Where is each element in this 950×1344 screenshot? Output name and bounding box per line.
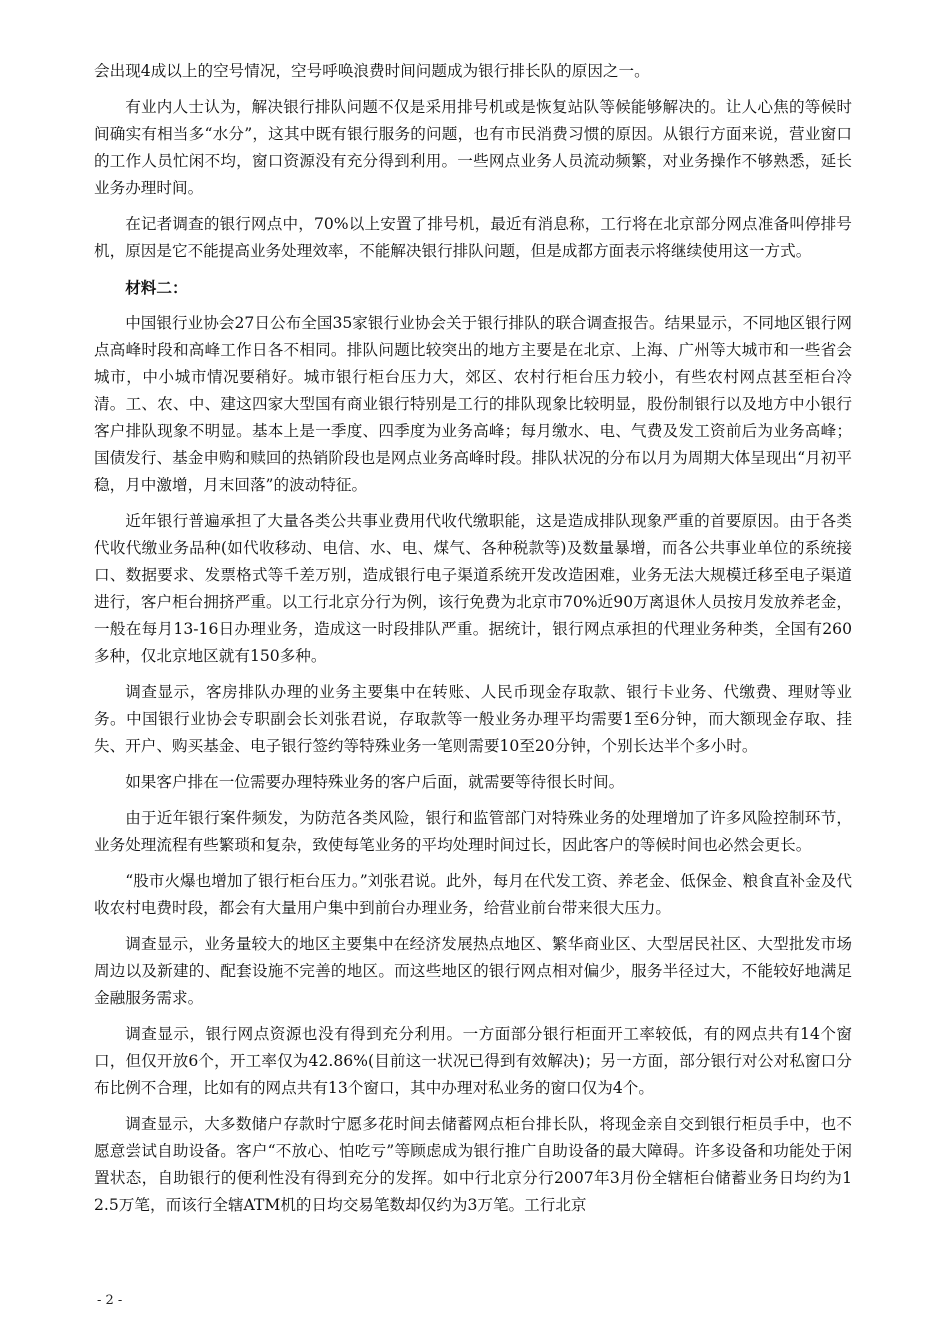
- paragraph-9: 由于近年银行案件频发，为防范各类风险，银行和监管部门对特殊业务的处理增加了许多风险控制环节，业务处理流程有些繁琐和复杂，致使每笔业务的平均处理时间过长，因此客户的等候时间也必然会更长。: [94, 809, 852, 854]
- paragraph-11: 调查显示，业务量较大的地区主要集中在经济发展热点地区、繁华商业区、大型居民社区、大型批发市场周边以及新建的、配套设施不完善的地区。而这些地区的银行网点相对偏少，服务半径过大，不能较好地满足金融服务需求。: [94, 935, 852, 1007]
- paragraph-10: “股市火爆也增加了银行柜台压力。”刘张君说。此外，每月在代发工资、养老金、低保金、粮食直补金及代收农村电费时段，都会有大量用户集中到前台办理业务，给营业前台带来很大压力。: [94, 872, 852, 917]
- document-page: [94, 58, 852, 1228]
- paragraph-1: 会出现4成以上的空号情况，空号呼唤浪费时间问题成为银行排长队的原因之一。: [94, 62, 650, 80]
- paragraph-7: 调查显示，客房排队办理的业务主要集中在转账、人民币现金存取款、银行卡业务、代缴费、理财等业务。中国银行业协会专职副会长刘张君说，存取款等一般业务办理平均需要1至6分钟，而大额现金存取、挂失、开户、购买基金、电子银行签约等特殊业务一笔则需要10至20分钟，个别长达半个多小时。: [94, 683, 852, 755]
- paragraph-8: 如果客户排在一位需要办理特殊业务的客户后面，就需要等待很长时间。: [125, 773, 625, 791]
- paragraph-3: 在记者调查的银行网点中，70%以上安置了排号机，最近有消息称，工行将在北京部分网点准备叫停排号机，原因是它不能提高业务处理效率，不能解决银行排队问题，但是成都方面表示将继续使用这一方式。: [94, 215, 852, 260]
- paragraph-5: 中国银行业协会27日公布全国35家银行业协会关于银行排队的联合调查报告。结果显示，不同地区银行网点高峰时段和高峰工作日各不相同。排队问题比较突出的地方主要是在北京、上海、广州等大城市和一些省会城市，中小城市情况要稍好。城市银行柜台压力大，郊区、农村行柜台压力较小，有些农村网点甚至柜台冷清。工、农、中、建这四家大型国有商业银行特别是工行的排队现象比较明显，股份制银行以及地方中小银行客户排队现象不明显。基本上是一季度、四季度为业务高峰；每月缴水、电、气费及发工资前后为业务高峰；国债发行、基金申购和赎回的热销阶段也是网点业务高峰时段。排队状况的分布以月为周期大体呈现出“月初平稳，月中激增，月末回落”的波动特征。: [94, 314, 852, 494]
- section-heading-material-2: 材料二：: [125, 278, 188, 297]
- paragraph-13: 调查显示，大多数储户存款时宁愿多花时间去储蓄网点柜台排长队，将现金亲自交到银行柜员手中，也不愿意尝试自助设备。客户“不放心、怕吃亏”等顾虑成为银行推广自助设备的最大障碍。许多设备和功能处于闲置状态，自助银行的便利性没有得到充分的发挥。如中行北京分行2007年3月份全辖柜台储蓄业务日均约为12.5万笔，而该行全辖ATM机的日均交易笔数却仅约为3万笔。工行北京: [94, 1115, 852, 1214]
- paragraph-6: 近年银行普遍承担了大量各类公共事业费用代收代缴职能，这是造成排队现象严重的首要原因。由于各类代收代缴业务品种(如代收移动、电信、水、电、煤气、各种税款等)及数量暴增，而各公共事业单位的系统接口、数据要求、发票格式等千差万别，造成银行电子渠道系统开发改造困难，业务无法大规模迁移至电子渠道进行，客户柜台拥挤严重。以工行北京分行为例，该行免费为北京市70%近90万离退休人员按月发放养老金，一般在每月13-16日办理业务，造成这一时段排队严重。据统计，银行网点承担的代理业务种类，全国有260多种，仅北京地区就有150多种。: [94, 512, 852, 665]
- page-number: - 2 -: [97, 1293, 123, 1308]
- paragraph-2: 有业内人士认为，解决银行排队问题不仅是采用排号机或是恢复站队等候能够解决的。让人心焦的等候时间确实有相当多“水分”，这其中既有银行服务的问题，也有市民消费习惯的原因。从银行方面来说，营业窗口的工作人员忙闲不均，窗口资源没有充分得到利用。一些网点业务人员流动频繁，对业务操作不够熟悉，延长业务办理时间。: [94, 98, 852, 197]
- paragraph-12: 调查显示，银行网点资源也没有得到充分利用。一方面部分银行柜面开工率较低，有的网点共有14个窗口，但仅开放6个，开工率仅为42.86%(目前这一状况已得到有效解决)；另一方面，部分银行对公对私窗口分布比例不合理，比如有的网点共有13个窗口，其中办理对私业务的窗口仅为4个。: [94, 1025, 852, 1097]
